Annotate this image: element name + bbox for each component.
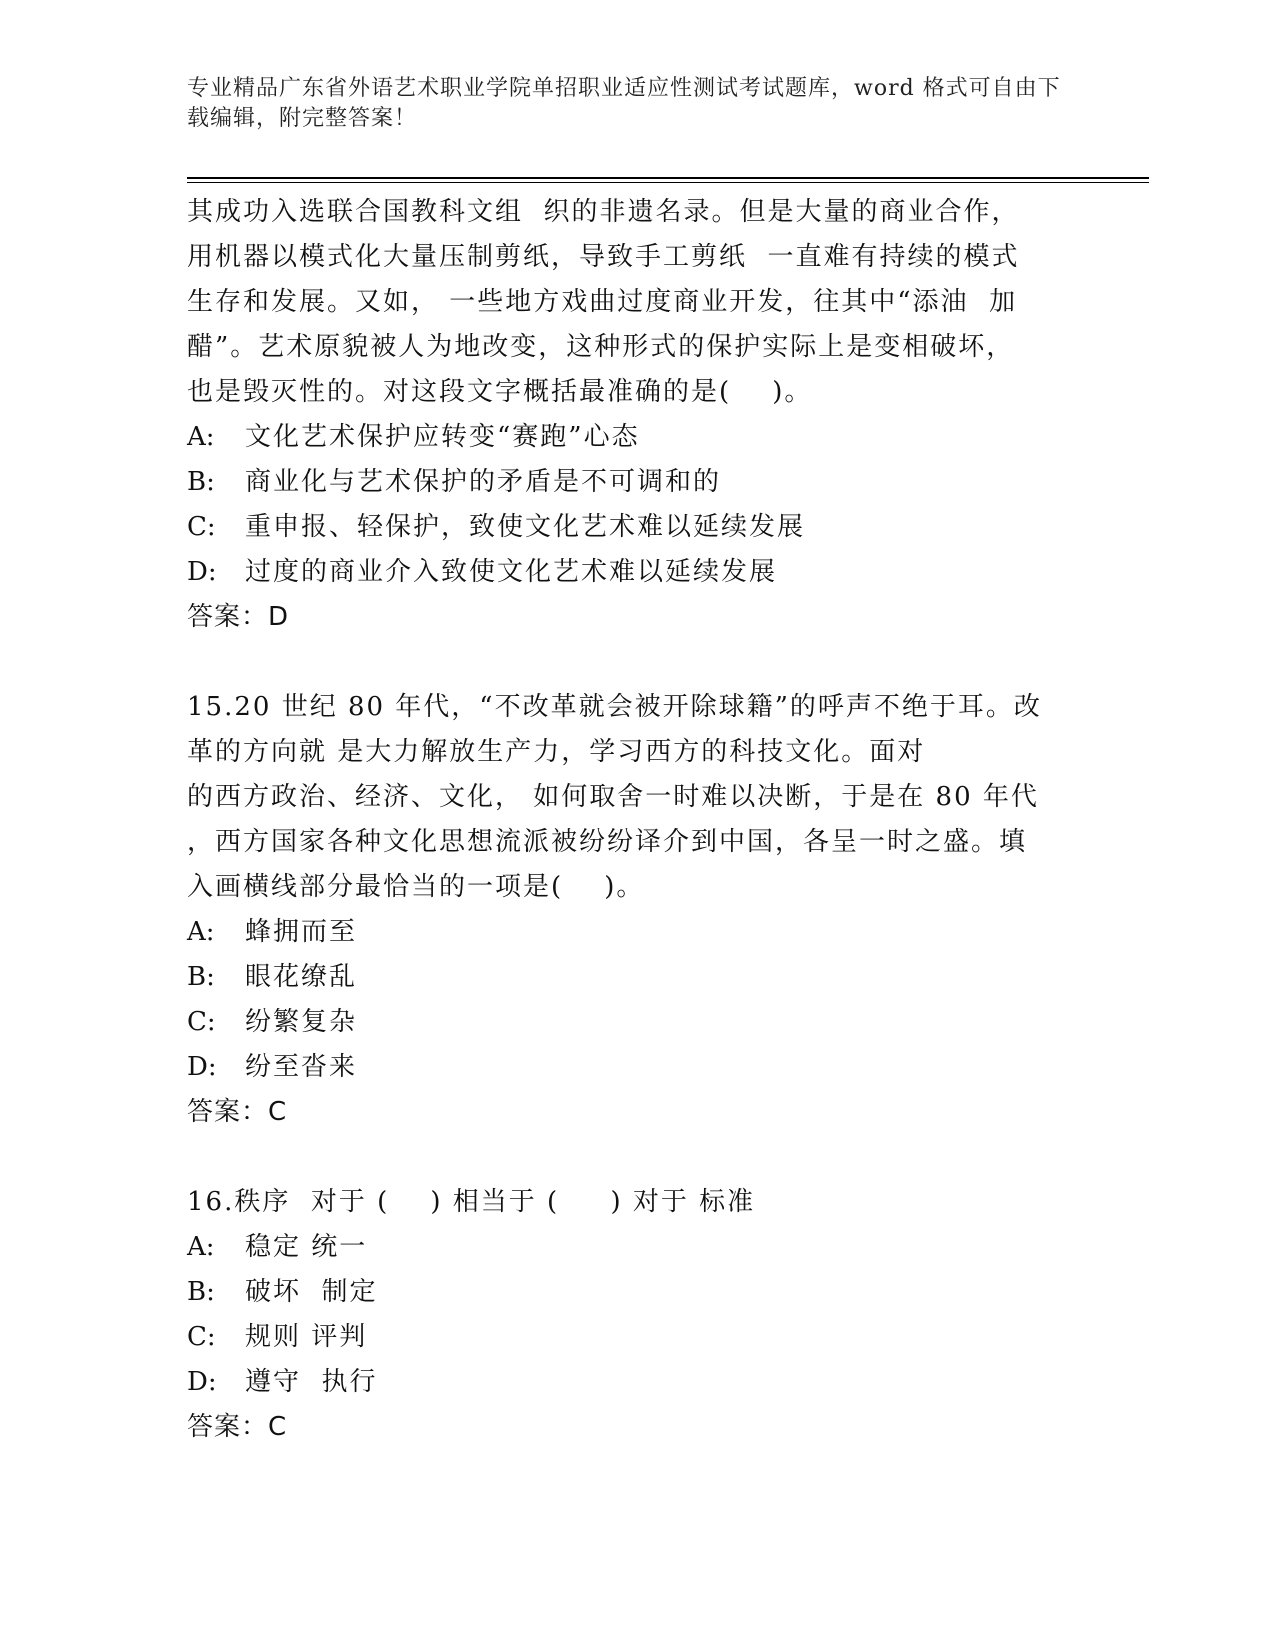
option-b xyxy=(187,955,1087,1000)
option-a xyxy=(187,1225,1087,1270)
option-text: 破坏 制定 xyxy=(245,1277,378,1307)
option-b xyxy=(187,1270,1087,1315)
question-stem-line: 16.秩序 对于 ( ) 相当于 ( ) 对于 标准 xyxy=(187,1187,756,1217)
answer-line: 答案：D xyxy=(187,602,290,632)
question-stem-line: 其成功入选联合国教科文组 织的非遗名录。但是大量的商业合作， xyxy=(187,197,1020,227)
header-divider-thick xyxy=(187,177,1149,179)
question-14 xyxy=(187,190,1087,640)
option-key: D: xyxy=(187,1052,217,1082)
option-d xyxy=(187,550,1087,595)
question-16 xyxy=(187,1180,1087,1450)
option-a xyxy=(187,910,1087,955)
header-text: 专业精品广东省外语艺术职业学院单招职业适应性测试考试题库，word 格式可自由下载编辑，附完整答案！ xyxy=(187,76,1061,131)
option-key: B: xyxy=(187,962,215,992)
question-15 xyxy=(187,685,1087,1135)
option-key: C: xyxy=(187,512,216,542)
document-body xyxy=(187,190,1087,1450)
answer-line: 答案：C xyxy=(187,1097,288,1127)
question-stem-line: 用机器以模式化大量压制剪纸，导致手工剪纸 一直难有持续的模式 xyxy=(187,242,1020,272)
option-key: C: xyxy=(187,1322,216,1352)
option-a xyxy=(187,415,1087,460)
option-d xyxy=(187,1360,1087,1405)
option-text: 过度的商业介入致使文化艺术难以延续发展 xyxy=(245,557,778,587)
question-stem-line: 15.20 世纪 80 年代，“不改革就会被开除球籍”的呼声不绝于耳。改 xyxy=(187,692,1042,722)
option-key: B: xyxy=(187,1277,215,1307)
option-key: A: xyxy=(187,917,215,947)
option-b xyxy=(187,460,1087,505)
option-c xyxy=(187,505,1087,550)
option-key: D: xyxy=(187,1367,217,1397)
spacer xyxy=(187,640,1087,685)
option-text: 遵守 执行 xyxy=(245,1367,378,1397)
option-text: 稳定 统一 xyxy=(245,1232,368,1262)
option-text: 纷繁复杂 xyxy=(245,1007,358,1037)
option-key: A: xyxy=(187,422,215,452)
option-key: C: xyxy=(187,1007,216,1037)
header-divider-thin xyxy=(187,182,1149,183)
question-stem-line: ，西方国家各种文化思想流派被纷纷译介到中国，各呈一时之盛。填 xyxy=(187,827,1028,857)
question-stem-line: 醋”。艺术原貌被人为地改变，这种形式的保护实际上是变相破坏， xyxy=(187,332,1015,362)
option-c xyxy=(187,1315,1087,1360)
option-c xyxy=(187,1000,1087,1045)
option-text: 重申报、轻保护，致使文化艺术难以延续发展 xyxy=(245,512,806,542)
answer-line: 答案：C xyxy=(187,1412,288,1442)
question-stem-line: 革的方向就 是大力解放生产力，学习西方的科技文化。面对 xyxy=(187,737,926,767)
option-d xyxy=(187,1045,1087,1090)
option-key: D: xyxy=(187,557,217,587)
spacer xyxy=(187,1135,1087,1180)
option-text: 文化艺术保护应转变“赛跑”心态 xyxy=(245,422,640,452)
option-text: 蜂拥而至 xyxy=(245,917,358,947)
option-key: A: xyxy=(187,1232,215,1262)
question-stem-line: 入画横线部分最恰当的一项是( )。 xyxy=(187,872,645,902)
option-text: 商业化与艺术保护的矛盾是不可调和的 xyxy=(245,467,722,497)
option-text: 纷至沓来 xyxy=(245,1052,358,1082)
question-stem-line: 也是毁灭性的。对这段文字概括最准确的是( )。 xyxy=(187,377,813,407)
page-header xyxy=(187,74,1067,134)
question-stem-line: 生存和发展。又如， 一些地方戏曲过度商业开发，往其中“添油 加 xyxy=(187,287,1018,317)
option-text: 眼花缭乱 xyxy=(245,962,358,992)
option-key: B: xyxy=(187,467,215,497)
option-text: 规则 评判 xyxy=(245,1322,368,1352)
question-stem-line: 的西方政治、经济、文化， 如何取舍一时难以决断，于是在 80 年代 xyxy=(187,782,1039,812)
